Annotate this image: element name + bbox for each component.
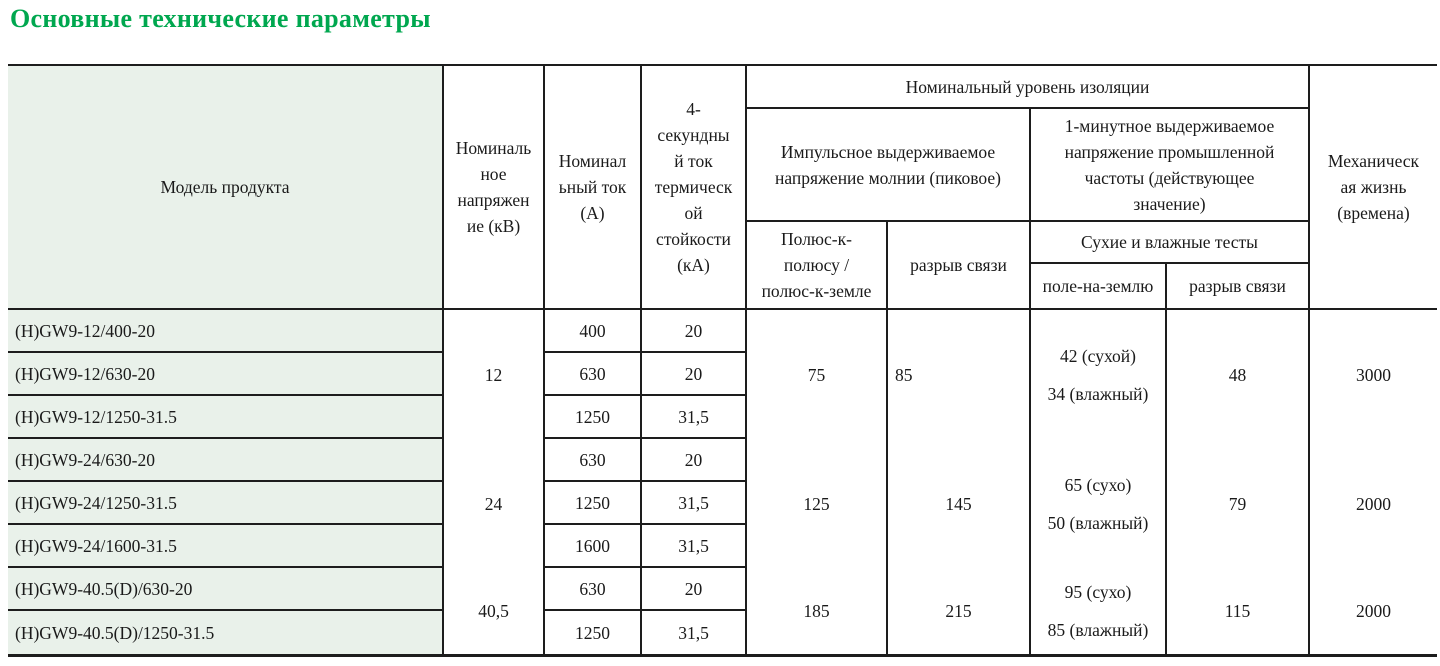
thermal-cell-7: 20 — [642, 568, 747, 611]
model-cell-6: (H)GW9-24/1600-31.5 — [8, 525, 444, 568]
model-cell-8: (H)GW9-40.5(D)/1250-31.5 — [8, 611, 444, 654]
current-cell-3: 1250 — [545, 396, 642, 439]
impulse-break-cell-group-2: 145 — [888, 439, 1031, 568]
thermal-cell-2: 20 — [642, 353, 747, 396]
pf-field-cell-group-3: 95 (сухо) 85 (влажный) — [1031, 568, 1167, 654]
header-rated-current: Номинал ьный ток (А) — [545, 66, 642, 310]
thermal-cell-1: 20 — [642, 310, 747, 353]
thermal-cell-8: 31,5 — [642, 611, 747, 654]
impulse-break-cell-group-1: 85 — [888, 310, 1031, 439]
header-impulse-voltage: Импульсное выдерживаемое напряжение молнии (пиковое) — [747, 109, 1031, 222]
header-break-distance-2: разрыв связи — [1167, 264, 1310, 310]
mech-life-cell-group-3: 2000 — [1356, 601, 1391, 621]
pf-break-cell-group-2: 79 — [1167, 439, 1310, 568]
model-cell-2: (H)GW9-12/630-20 — [8, 353, 444, 396]
impulse-break-cell-group-3: 215 — [888, 568, 1031, 654]
current-cell-7: 630 — [545, 568, 642, 611]
header-mechanical-life: Механическ ая жизнь (времена) — [1310, 66, 1437, 310]
pf-field-cell-group-1: 42 (сухой) 34 (влажный) — [1031, 310, 1167, 439]
thermal-cell-3: 31,5 — [642, 396, 747, 439]
thermal-cell-5: 31,5 — [642, 482, 747, 525]
header-field-to-ground: поле-на-землю — [1031, 264, 1167, 310]
thermal-cell-4: 20 — [642, 439, 747, 482]
mech-life-cell-group-2: 2000 — [1356, 493, 1391, 514]
model-cell-3: (H)GW9-12/1250-31.5 — [8, 396, 444, 439]
pf-field-cell-group-2: 65 (сухо) 50 (влажный) — [1031, 439, 1167, 568]
model-cell-7: (H)GW9-40.5(D)/630-20 — [8, 568, 444, 611]
current-cell-5: 1250 — [545, 482, 642, 525]
header-break-distance-1: разрыв связи — [888, 222, 1031, 310]
current-cell-1: 400 — [545, 310, 642, 353]
current-cell-4: 630 — [545, 439, 642, 482]
header-power-frequency: 1-минутное выдерживаемое напряжение промышленной частоты (действующее значение) — [1031, 109, 1310, 222]
mech-life-cell-group-1: 3000 — [1356, 364, 1391, 385]
current-cell-6: 1600 — [545, 525, 642, 568]
model-cell-1: (H)GW9-12/400-20 — [8, 310, 444, 353]
pf-break-cell-group-3: 115 — [1167, 568, 1310, 654]
impulse-pole-cell-group-2: 125 — [747, 439, 888, 568]
model-cell-4: (H)GW9-24/630-20 — [8, 439, 444, 482]
header-insulation-level: Номинальный уровень изоляции — [747, 66, 1310, 109]
impulse-pole-cell-group-1: 75 — [747, 310, 888, 439]
current-cell-2: 630 — [545, 353, 642, 396]
header-rated-voltage: Номиналь ное напряжен ие (кВ) — [444, 66, 545, 310]
header-model: Модель продукта — [8, 66, 444, 310]
header-thermal-current: 4- секундны й ток термическ ой стойкости (кА) — [642, 66, 747, 310]
voltage-cell-group-3: 40,5 — [444, 568, 545, 654]
thermal-cell-6: 31,5 — [642, 525, 747, 568]
parameters-table — [8, 64, 1437, 657]
voltage-cell-group-1: 12 — [444, 310, 545, 439]
model-cell-5: (H)GW9-24/1250-31.5 — [8, 482, 444, 525]
pf-break-cell-group-1: 48 — [1167, 310, 1310, 439]
current-cell-8: 1250 — [545, 611, 642, 654]
impulse-pole-cell-group-3: 185 — [747, 568, 888, 654]
voltage-cell-group-2: 24 — [444, 439, 545, 568]
header-dry-wet-tests: Сухие и влажные тесты — [1031, 222, 1310, 264]
header-pole-to-pole: Полюс-к- полюсу / полюс-к-земле — [747, 222, 888, 310]
page-title: Основные технические параметры — [10, 4, 431, 33]
